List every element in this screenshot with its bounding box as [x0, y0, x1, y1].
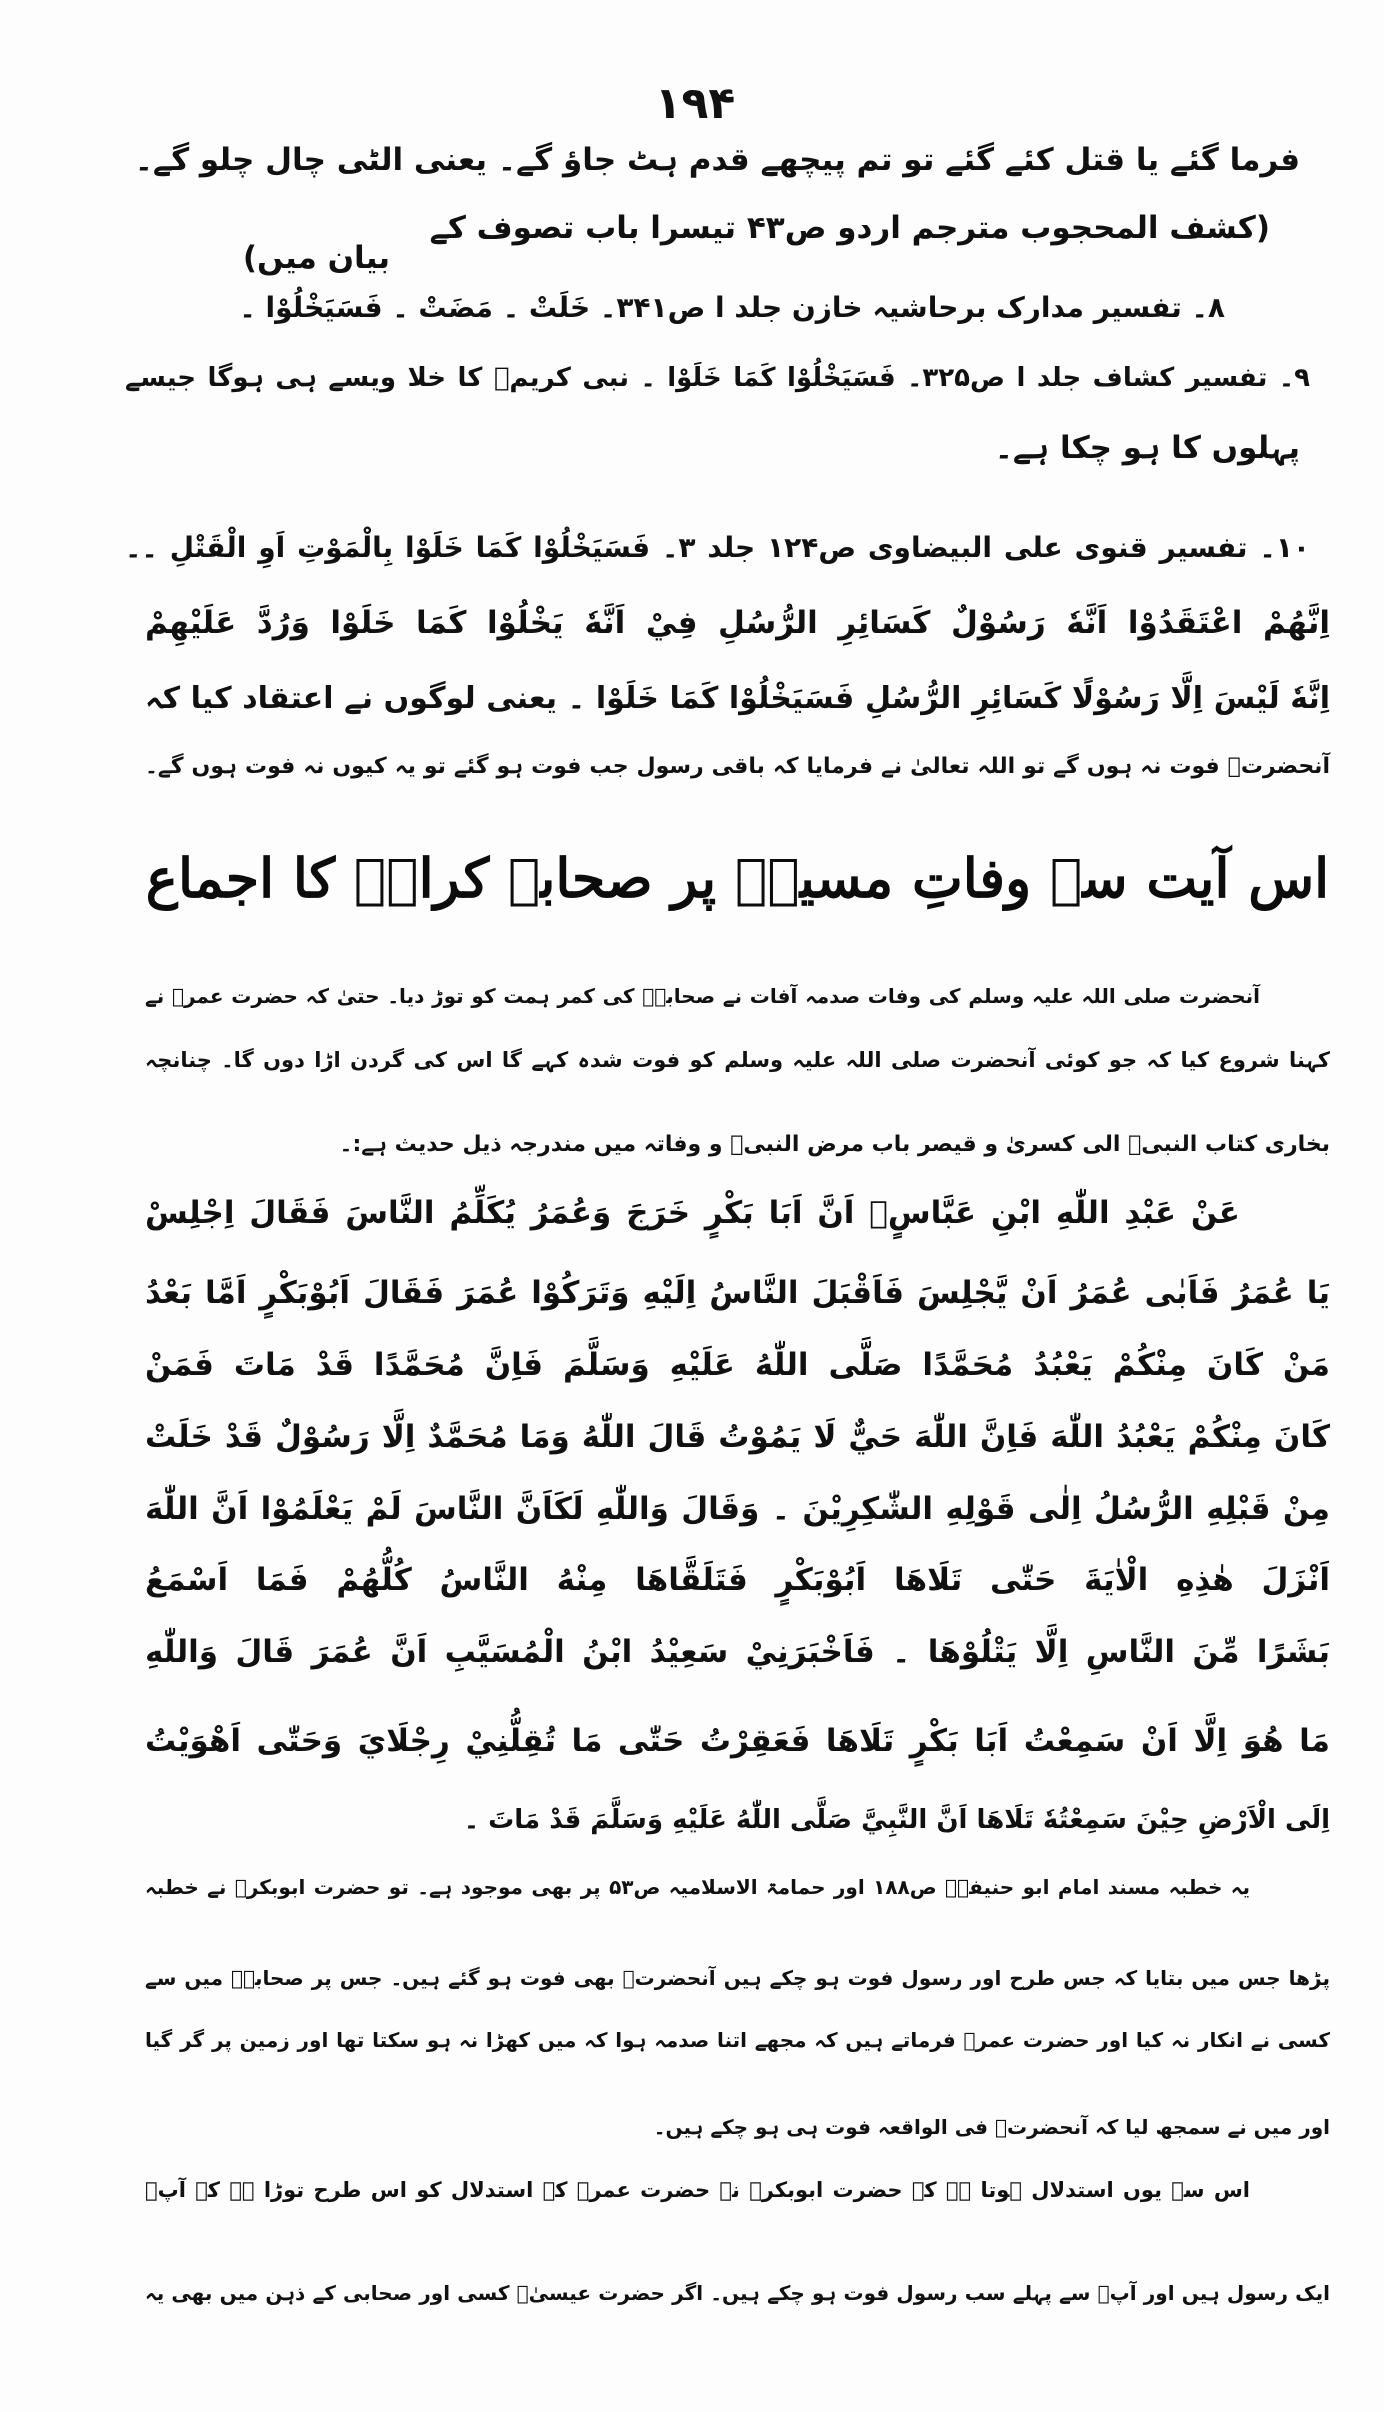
hadith-line: كَانَ مِنْكُمْ يَعْبُدُ اللّٰهَ فَاِنَّ اللّٰهَ حَيٌّ لَا يَمُوْتُ قَالَ اللّٰهُ وَمَا مُحَمَّدٌ اِلَّا رَسُوْلٌ قَدْ خَلَتْ — [145, 1419, 1330, 1455]
hadith-line: مَنْ كَانَ مِنْكُمْ يَعْبُدُ مُحَمَّدًا صَلَّى اللّٰهُ عَلَيْهِ وَسَلَّمَ فَاِنَّ مُحَمَّدًا قَدْ مَاتَ فَمَنْ — [145, 1347, 1330, 1383]
section-heading: اس آیت سے وفاتِ مسیحؑ پر صحابہ کرامؓ کا اجماع — [145, 846, 1330, 910]
hadith-line: يَا عُمَرُ فَاَبٰى عُمَرُ اَنْ يَّجْلِسَ فَاَقْبَلَ النَّاسُ اِلَيْهِ وَتَرَكُوْا عُمَرَ فَقَالَ اَبُوْبَكْرٍ اَمَّا بَعْدُ — [145, 1275, 1330, 1311]
citation-kashf-cont: بیان میں) — [242, 240, 390, 276]
hadith-line: اَنْزَلَ هٰذِهِ الْاٰيَةَ حَتّٰى تَلَاهَا اَبُوْبَكْرٍ فَتَلَقَّاهَا مِنْهُ النَّاسُ كُلُّهُمْ فَمَا اَسْمَعُ — [145, 1562, 1330, 1598]
commentary-line: اور میں نے سمجھ لیا کہ آنحضرتؐ فی الواقعہ فوت ہی ہو چکے ہیں۔ — [653, 2115, 1330, 2139]
arabic-quote-line: اِنَّهُمْ اعْتَقَدُوْا اَنَّهٗ رَسُوْلٌ كَسَائِرِ الرُّسُلِ فِيْ اَنَّهٗ يَخْلُوْا كَمَا خَلَوْا وَرُدَّ عَلَيْهِمْ — [145, 605, 1330, 641]
reference-10: ۱۰۔ تفسیر قنوی علی البیضاوی ص۱۲۴ جلد ۳۔ فَسَيَخْلُوْا كَمَا خَلَوْا بِالْمَوْتِ اَوِ الْقَتْلِ ۔۔ — [125, 531, 1311, 564]
commentary-line: اس سے یوں استدلال ہوتا ہے کہ حضرت ابوبکرؓ نے حضرت عمرؓ کے استدلال کو اس طرح توڑا ہے کہ آپؐ — [145, 2178, 1250, 2202]
reference-9-cont: پہلوں کا ہو چکا ہے۔ — [994, 430, 1300, 466]
text-line: فرما گئے یا قتل کئے گئے تو تم پیچھے قدم ہٹ جاؤ گے۔ یعنی الٹی چال چلو گے۔ — [134, 142, 1300, 178]
intro-line: آنحضرت صلی اللہ علیہ وسلم کی وفات صدمہ آفات نے صحابہؓ کی کمر ہمت کو توڑ دیا۔ حتیٰ کہ حضرت عمرؓ نے — [145, 984, 1260, 1008]
hadith-line: مِنْ قَبْلِهِ الرُّسُلُ اِلٰى قَوْلِهِ الشّٰكِرِيْنَ ۔ وَقَالَ وَاللّٰهِ لَكَاَنَّ النَّاسَ لَمْ يَعْلَمُوْا اَنَّ اللّٰهَ — [145, 1491, 1330, 1527]
intro-line: بخاری کتاب النبیؐ الی کسریٰ و قیصر باب مرض النبیؐ و وفاتہ میں مندرجہ ذیل حدیث ہے:۔ — [339, 1132, 1330, 1157]
reference-8: ۸۔ تفسیر مدارک برحاشیہ خازن جلد ا ص۳۴۱۔ خَلَتْ ۔ مَضَتْ ۔ فَسَيَخْلُوْا ۔ — [239, 291, 1225, 324]
text-line: آنحضرتؐ فوت نہ ہوں گے تو اللہ تعالیٰ نے فرمایا کہ باقی رسول جب فوت ہو گئے تو یہ کیوں نہ فوت ہوں گے۔ — [145, 754, 1330, 779]
arabic-quote-line: اِنَّهٗ لَيْسَ اِلَّا رَسُوْلًا كَسَائِرِ الرُّسُلِ فَسَيَخْلُوْا كَمَا خَلَوْا ۔ یعنی لوگوں نے اعتقاد کیا کہ — [145, 681, 1330, 716]
citation-kashf: (کشف المحجوب مترجم اردو ص۴۳ تیسرا باب تصوف کے — [429, 210, 1270, 246]
intro-line: کہنا شروع کیا کہ جو کوئی آنحضرت صلی اللہ علیہ وسلم کو فوت شدہ کہے گا اس کی گردن اڑا دوں گا۔ چنانچہ — [145, 1048, 1330, 1072]
commentary-line: کسی نے انکار نہ کیا اور حضرت عمرؓ فرماتے ہیں کہ مجھے اتنا صدمہ ہوا کہ میں کھڑا نہ ہو سکتا تھا اور زمین پر گر گیا — [145, 2028, 1330, 2052]
hadith-line: بَشَرًا مِّنَ النَّاسِ اِلَّا يَتْلُوْهَا ۔ فَاَخْبَرَنِيْ سَعِيْدُ ابْنُ الْمُسَيَّبِ اَنَّ عُمَرَ قَالَ وَاللّٰهِ — [145, 1634, 1330, 1670]
commentary-line: ایک رسول ہیں اور آپؐ سے پہلے سب رسول فوت ہو چکے ہیں۔ اگر حضرت عیسیٰؑ کسی اور صحابی کے ذہن میں بھی یہ — [145, 2281, 1331, 2305]
page-number: ۱۹۴ — [654, 78, 736, 129]
commentary-line: پڑھا جس میں بتایا کہ جس طرح اور رسول فوت ہو چکے ہیں آنحضرتؐ بھی فوت ہو گئے ہیں۔ جس پر صحابہؓ میں سے — [145, 1966, 1330, 1990]
reference-9: ۹۔ تفسیر کشاف جلد ا ص۳۲۵۔ فَسَيَخْلُوْا كَمَا خَلَوْا ۔ نبی کریمؐ کا خلا ویسے ہی ہوگا جیسے — [125, 363, 1310, 393]
commentary-line: یہ خطبہ مسند امام ابو حنیفہؒ ص۱۸۸ اور حمامۃ الاسلامیہ ص۵۳ پر بھی موجود ہے۔ تو حضرت ابوبکرؓ نے خطبہ — [145, 1875, 1251, 1899]
hadith-line: اِلَى الْاَرْضِ حِيْنَ سَمِعْتُهٗ تَلَاهَا اَنَّ النَّبِيَّ صَلَّى اللّٰهُ عَلَيْهِ وَسَلَّمَ قَدْ مَاتَ ۔ — [463, 1805, 1330, 1835]
hadith-line: مَا هُوَ اِلَّا اَنْ سَمِعْتُ اَبَا بَكْرٍ تَلَاهَا فَعَقِرْتُ حَتّٰى مَا تُقِلُّنِيْ رِجْلَايَ وَحَتّٰى اَهْوَيْتُ — [145, 1723, 1330, 1759]
hadith-line: عَنْ عَبْدِ اللّٰهِ ابْنِ عَبَّاسٍؓ اَنَّ اَبَا بَكْرٍ خَرَجَ وَعُمَرُ يُكَلِّمُ النَّاسَ فَقَالَ اِجْلِسْ — [145, 1195, 1240, 1231]
